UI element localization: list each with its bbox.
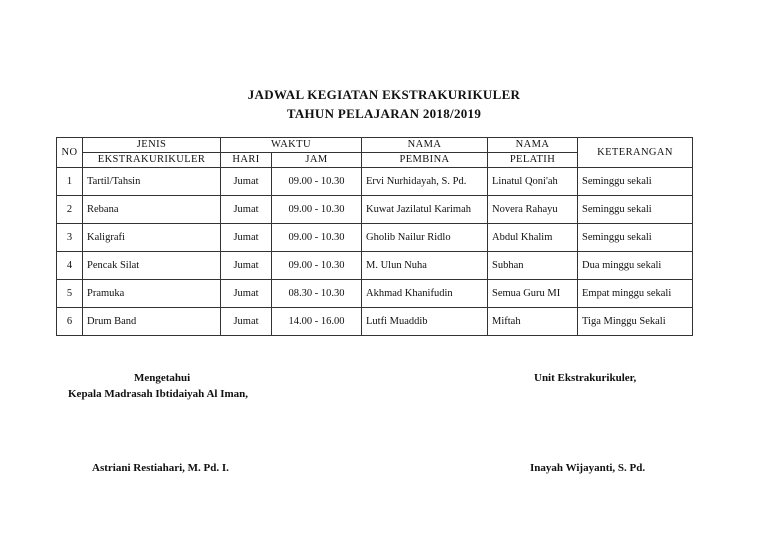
header-keterangan: KETERANGAN: [578, 138, 693, 168]
document-subtitle: TAHUN PELAJARAN 2018/2019: [286, 106, 482, 121]
cell-hari: Jumat: [221, 252, 272, 280]
cell-jam: 09.00 - 10.30: [272, 168, 362, 196]
table-row: [57, 168, 693, 196]
cell-no: 6: [57, 308, 83, 336]
table-row: [57, 252, 693, 280]
cell-no: 4: [57, 252, 83, 280]
cell-no: 1: [57, 168, 83, 196]
cell-jam: 14.00 - 16.00: [272, 308, 362, 336]
header-jenis-line1: JENIS: [83, 138, 221, 153]
cell-pelatih: Subhan: [488, 252, 578, 280]
table-row: [57, 280, 693, 308]
cell-pembina: Gholib Nailur Ridlo: [362, 224, 488, 252]
header-jenis-line2: EKSTRAKURIKULER: [83, 153, 221, 168]
cell-jam: 09.00 - 10.30: [272, 196, 362, 224]
cell-hari: Jumat: [221, 308, 272, 336]
cell-pelatih: Linatul Qoni'ah: [488, 168, 578, 196]
cell-pembina: M. Ulun Nuha: [362, 252, 488, 280]
signature-left-name: Astriani Restiahari, M. Pd. I.: [92, 462, 229, 474]
cell-no: 5: [57, 280, 83, 308]
cell-jam: 08.30 - 10.30: [272, 280, 362, 308]
cell-jam: 09.00 - 10.30: [272, 224, 362, 252]
cell-pembina: Kuwat Jazilatul Karimah: [362, 196, 488, 224]
cell-jenis: Kaligrafi: [83, 224, 221, 252]
cell-hari: Jumat: [221, 224, 272, 252]
table-row: [57, 196, 693, 224]
cell-jenis: Tartil/Tahsin: [83, 168, 221, 196]
cell-no: 2: [57, 196, 83, 224]
signature-right-name: Inayah Wijayanti, S. Pd.: [530, 462, 646, 474]
signature-right-title: Unit Ekstrakurikuler,: [534, 372, 637, 384]
cell-jam: 09.00 - 10.30: [272, 252, 362, 280]
cell-pelatih: Abdul Khalim: [488, 224, 578, 252]
header-pembina-line2: PEMBINA: [362, 153, 488, 168]
header-jam: JAM: [272, 153, 362, 168]
cell-keterangan: Seminggu sekali: [578, 196, 693, 224]
cell-keterangan: Seminggu sekali: [578, 168, 693, 196]
schedule-table: [56, 137, 693, 336]
cell-pelatih: Novera Rahayu: [488, 196, 578, 224]
table-row: [57, 224, 693, 252]
header-pelatih-line2: PELATIH: [488, 153, 578, 168]
cell-pelatih: Semua Guru MI: [488, 280, 578, 308]
signature-left-title: Kepala Madrasah Ibtidaiyah Al Iman,: [68, 388, 249, 400]
cell-hari: Jumat: [221, 280, 272, 308]
cell-keterangan: Empat minggu sekali: [578, 280, 693, 308]
cell-keterangan: Tiga Minggu Sekali: [578, 308, 693, 336]
signature-left-label: Mengetahui: [134, 372, 191, 384]
header-pembina-line1: NAMA: [362, 138, 488, 153]
cell-keterangan: Seminggu sekali: [578, 224, 693, 252]
cell-keterangan: Dua minggu sekali: [578, 252, 693, 280]
cell-jenis: Rebana: [83, 196, 221, 224]
header-waktu: WAKTU: [221, 138, 362, 153]
header-pelatih-line1: NAMA: [488, 138, 578, 153]
cell-pembina: Ervi Nurhidayah, S. Pd.: [362, 168, 488, 196]
cell-jenis: Pencak Silat: [83, 252, 221, 280]
cell-hari: Jumat: [221, 196, 272, 224]
table-row: [57, 308, 693, 336]
document-title: JADWAL KEGIATAN EKSTRAKURIKULER: [247, 87, 521, 102]
header-hari: HARI: [221, 153, 272, 168]
cell-jenis: Pramuka: [83, 280, 221, 308]
cell-hari: Jumat: [221, 168, 272, 196]
cell-jenis: Drum Band: [83, 308, 221, 336]
cell-pembina: Lutfi Muaddib: [362, 308, 488, 336]
cell-no: 3: [57, 224, 83, 252]
cell-pelatih: Miftah: [488, 308, 578, 336]
header-no: NO: [57, 138, 83, 168]
cell-pembina: Akhmad Khanifudin: [362, 280, 488, 308]
